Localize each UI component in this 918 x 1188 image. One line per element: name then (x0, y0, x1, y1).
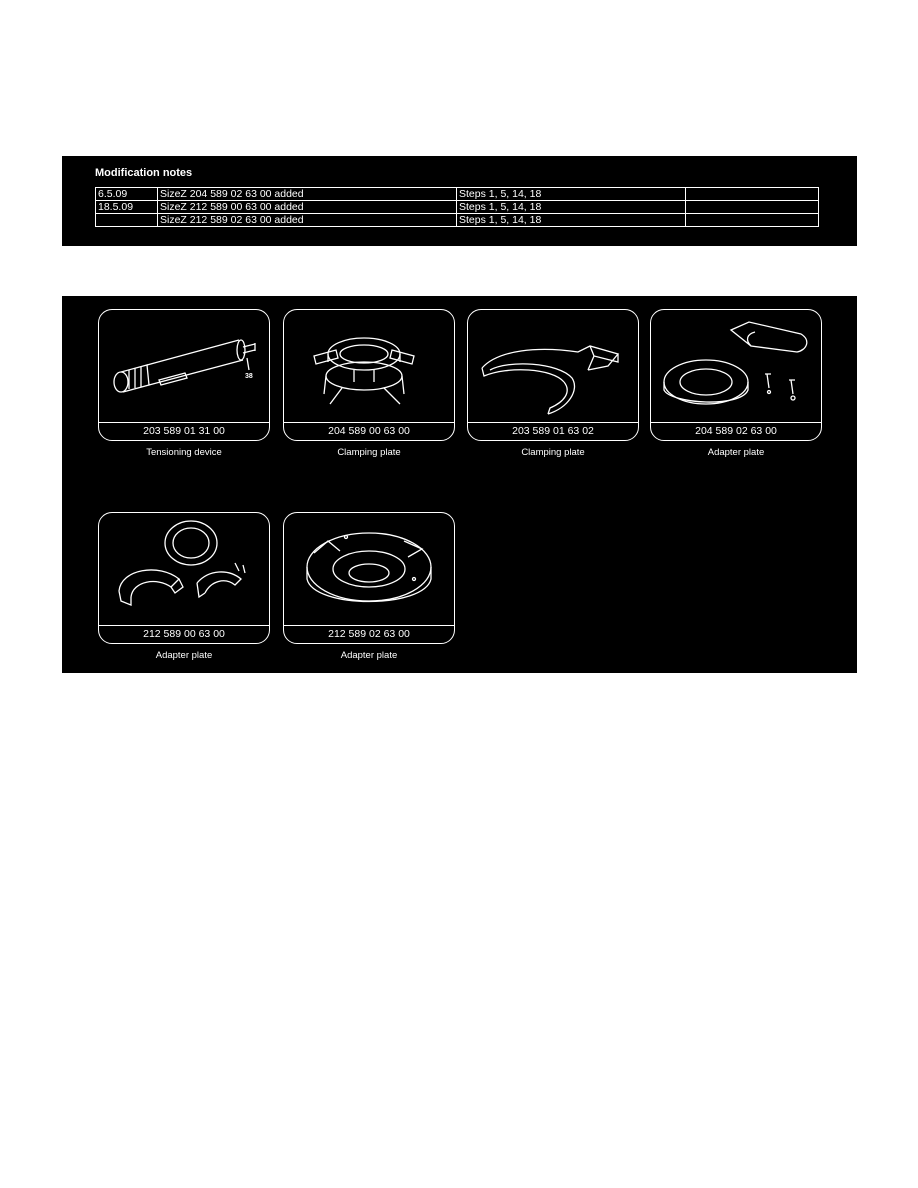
adapter-rings-icon (99, 513, 269, 625)
modification-notes-table (95, 187, 819, 227)
tensioning-device-icon (99, 310, 269, 422)
tool-frame (98, 309, 270, 441)
table-row (96, 188, 819, 201)
note-change: SizeZ 204 589 02 63 00 added (158, 188, 457, 201)
note-extra (686, 214, 819, 227)
note-change: SizeZ 212 589 02 63 00 added (158, 214, 457, 227)
special-tools-panel (62, 296, 857, 673)
adapter-plate-icon (651, 310, 821, 422)
tool-caption: Clamping plate (337, 447, 401, 458)
callout-label: 38 (245, 373, 253, 380)
note-extra (686, 188, 819, 201)
tool-caption: Clamping plate (521, 447, 585, 458)
clamping-fork-icon (468, 310, 638, 422)
modification-notes-title: Modification notes (95, 167, 193, 179)
tool-caption: Adapter plate (155, 650, 213, 661)
clamping-plate-icon (284, 310, 454, 422)
note-date: 6.5.09 (96, 188, 158, 201)
note-steps: Steps 1, 5, 14, 18 (457, 201, 686, 214)
tool-part-number: 204 589 02 63 00 (651, 422, 821, 440)
modification-notes-panel (62, 156, 857, 246)
table-row (96, 201, 819, 214)
note-date (96, 214, 158, 227)
tool-part-number: 203 589 01 63 02 (468, 422, 638, 440)
tool-frame (467, 309, 639, 441)
tool-caption: Adapter plate (707, 447, 765, 458)
tool-frame (98, 512, 270, 644)
note-date: 18.5.09 (96, 201, 158, 214)
tool-part-number: 212 589 00 63 00 (99, 625, 269, 643)
tool-caption: Adapter plate (340, 650, 398, 661)
tool-frame (283, 512, 455, 644)
tool-frame (283, 309, 455, 441)
tool-part-number: 203 589 01 31 00 (99, 422, 269, 440)
tool-part-number: 212 589 02 63 00 (284, 625, 454, 643)
note-extra (686, 201, 819, 214)
note-change: SizeZ 212 589 00 63 00 added (158, 201, 457, 214)
adapter-disc-icon (284, 513, 454, 625)
table-row (96, 214, 819, 227)
note-steps: Steps 1, 5, 14, 18 (457, 214, 686, 227)
note-steps: Steps 1, 5, 14, 18 (457, 188, 686, 201)
tool-caption: Tensioning device (146, 447, 222, 458)
tool-part-number: 204 589 00 63 00 (284, 422, 454, 440)
tool-frame (650, 309, 822, 441)
